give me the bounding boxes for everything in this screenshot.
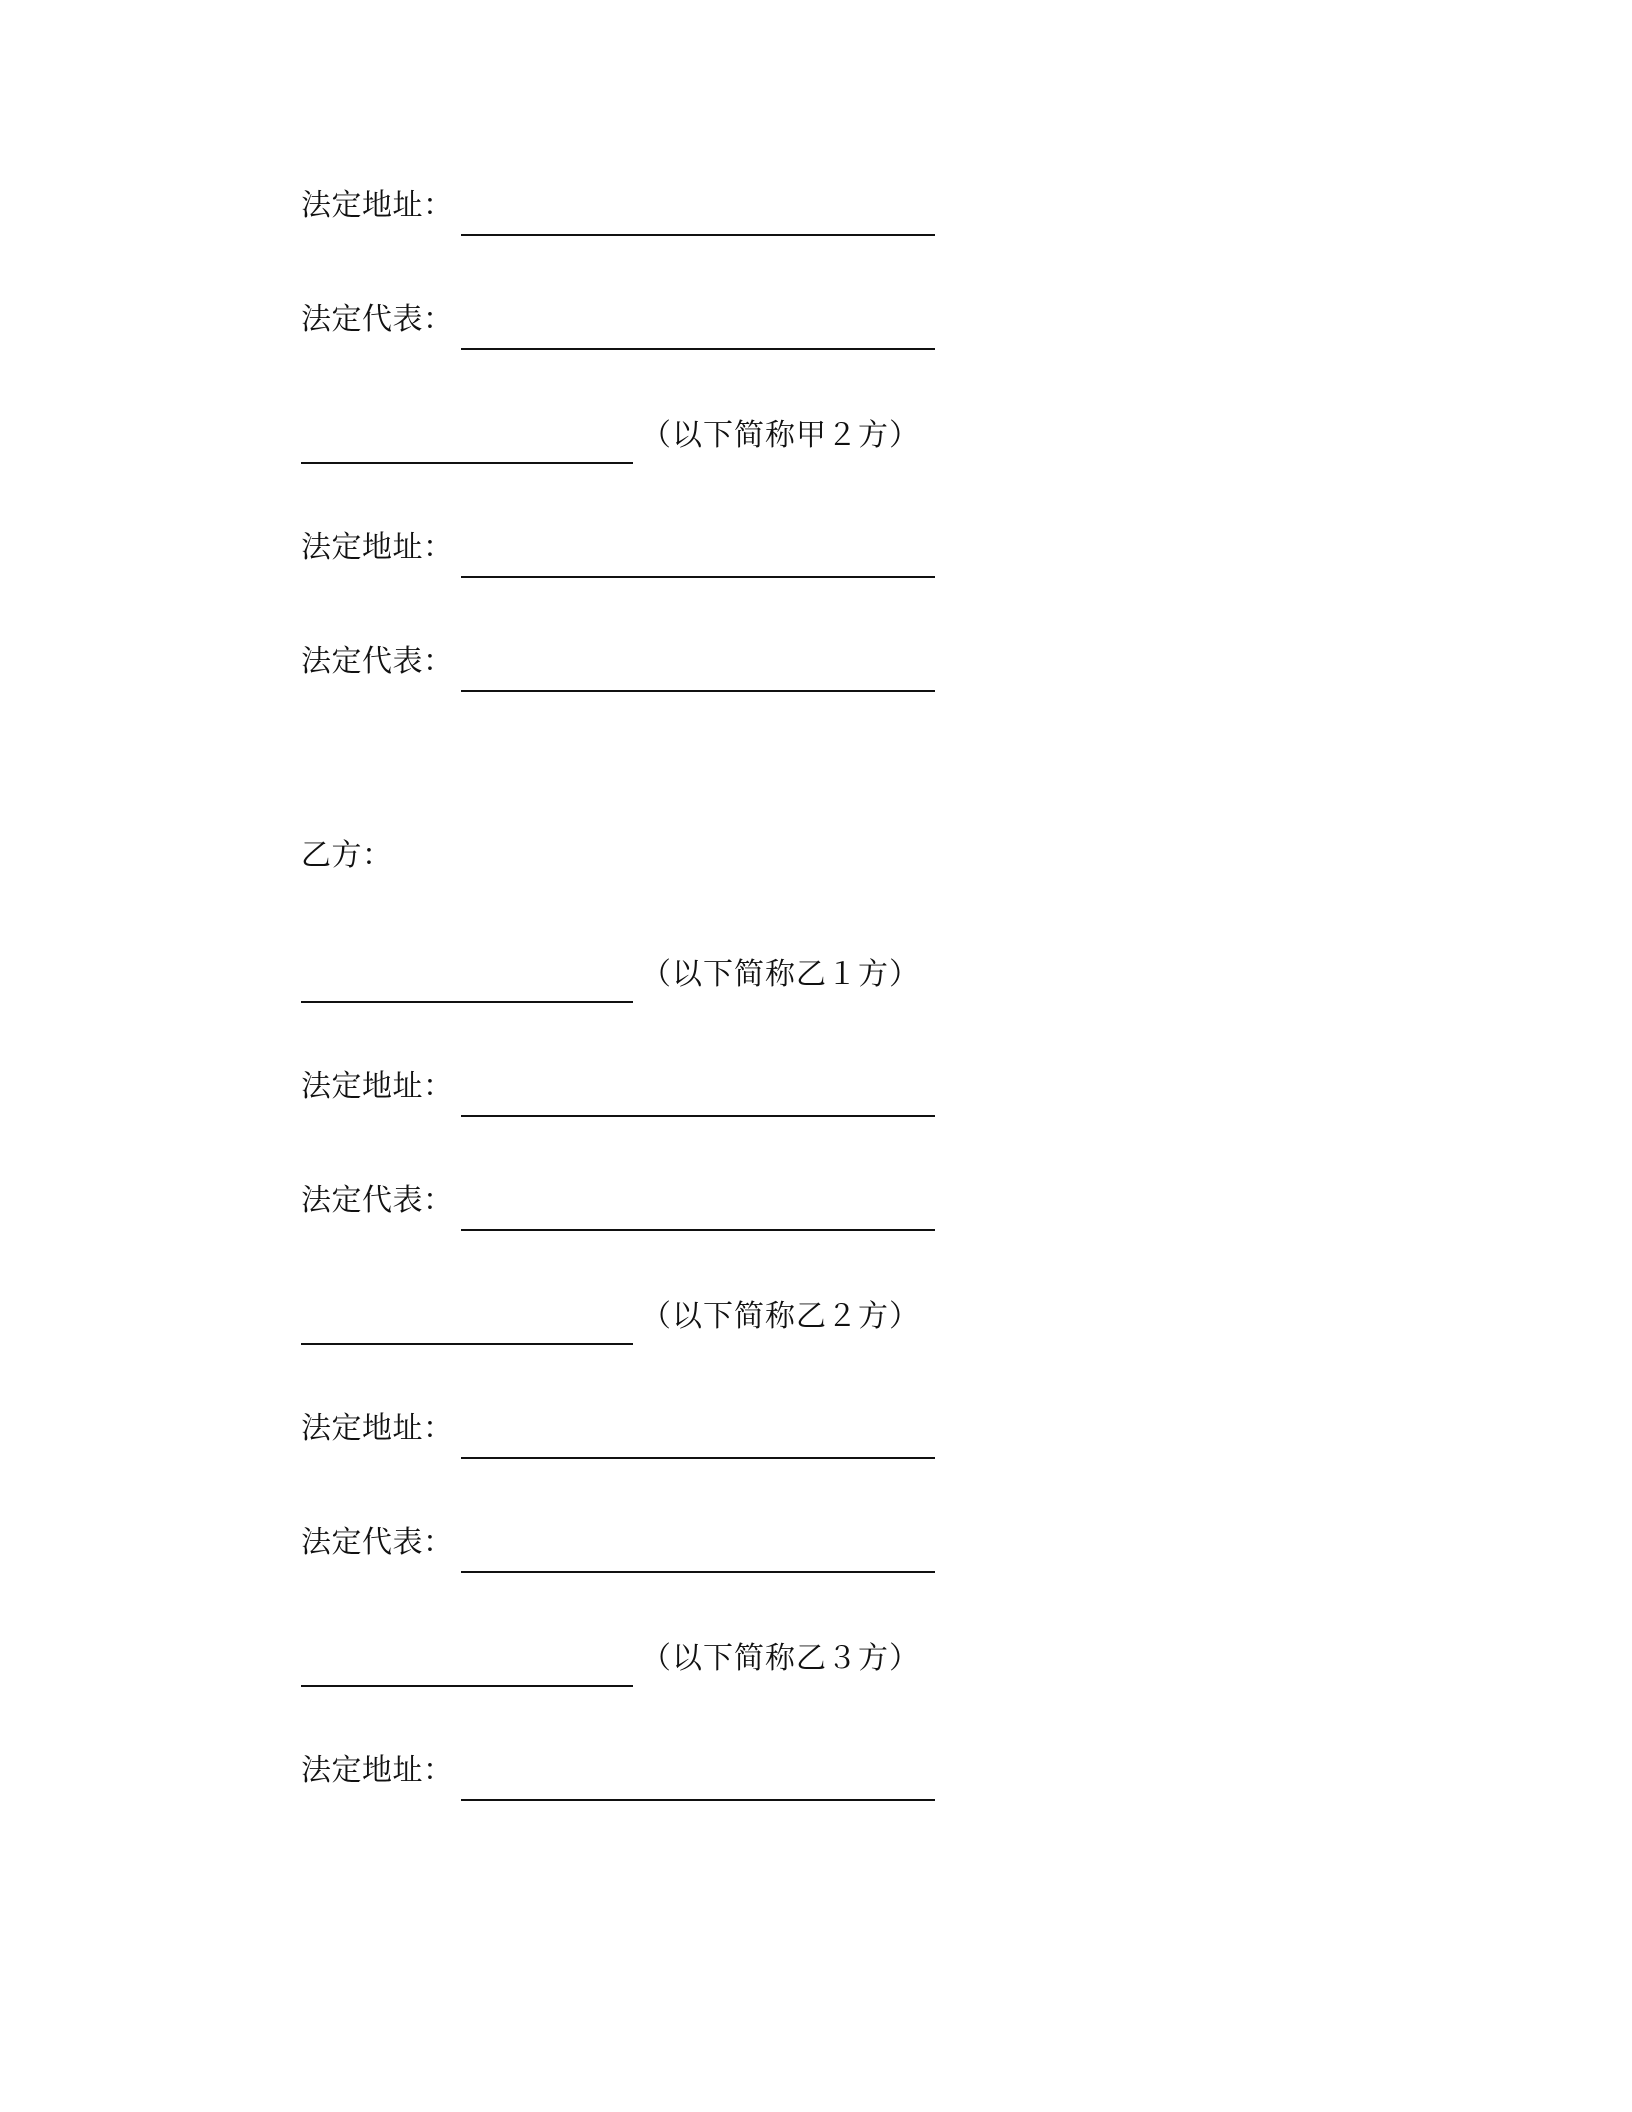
party-yi2-suffix: （以下简称乙２方）: [641, 1299, 920, 1334]
party-yi-heading-row: [301, 836, 1001, 886]
legal-representative-label: 法定代表：: [301, 302, 454, 337]
legal-representative-blank[interactable]: [461, 1229, 935, 1231]
legal-representative-row: [301, 1181, 1001, 1231]
legal-address-label: 法定地址：: [301, 1411, 454, 1446]
legal-address-blank[interactable]: [461, 1457, 935, 1459]
party-yi3-name-blank[interactable]: [301, 1685, 633, 1687]
party-yi-heading: 乙方：: [301, 838, 393, 873]
party-yi3-suffix: （以下简称乙３方）: [641, 1641, 920, 1676]
legal-address-row: [301, 1409, 1001, 1459]
legal-representative-row: [301, 642, 1001, 692]
legal-representative-label: 法定代表：: [301, 644, 454, 679]
legal-address-label: 法定地址：: [301, 530, 454, 565]
legal-representative-blank[interactable]: [461, 348, 935, 350]
legal-representative-label: 法定代表：: [301, 1525, 454, 1560]
party-jia2-suffix: （以下简称甲２方）: [641, 418, 920, 453]
party-yi1-row: [301, 953, 1001, 1003]
legal-address-row: [301, 186, 1001, 236]
legal-representative-blank[interactable]: [461, 690, 935, 692]
legal-address-row: [301, 528, 1001, 578]
legal-representative-label: 法定代表：: [301, 1183, 454, 1218]
party-yi2-name-blank[interactable]: [301, 1343, 633, 1345]
party-jia2-name-blank[interactable]: [301, 462, 633, 464]
legal-address-label: 法定地址：: [301, 1753, 454, 1788]
legal-address-blank[interactable]: [461, 1115, 935, 1117]
legal-address-label: 法定地址：: [301, 1069, 454, 1104]
party-yi1-name-blank[interactable]: [301, 1001, 633, 1003]
legal-address-blank[interactable]: [461, 1799, 935, 1801]
legal-address-blank[interactable]: [461, 576, 935, 578]
legal-representative-row: [301, 1523, 1001, 1573]
party-jia2-row: [301, 414, 1001, 464]
legal-address-row: [301, 1751, 1001, 1801]
legal-address-label: 法定地址：: [301, 188, 454, 223]
legal-representative-blank[interactable]: [461, 1571, 935, 1573]
legal-representative-row: [301, 300, 1001, 350]
party-yi2-row: [301, 1295, 1001, 1345]
legal-address-row: [301, 1067, 1001, 1117]
party-yi1-suffix: （以下简称乙１方）: [641, 957, 920, 992]
legal-address-blank[interactable]: [461, 234, 935, 236]
party-yi3-row: [301, 1637, 1001, 1687]
